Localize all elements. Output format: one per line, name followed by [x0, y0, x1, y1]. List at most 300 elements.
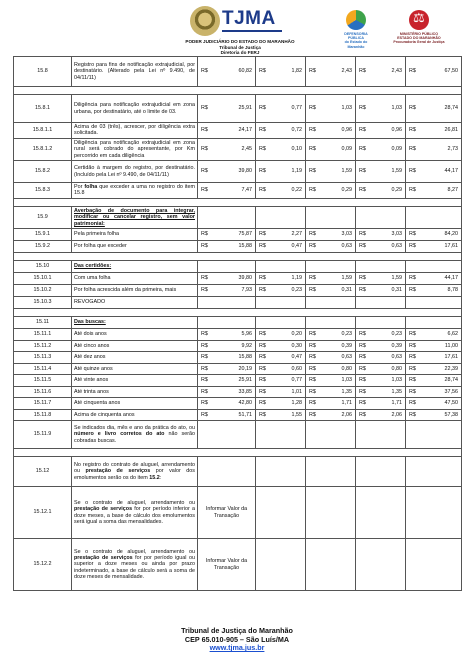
currency-symbol: R$ [409, 287, 416, 294]
item-code: 15.11.7 [14, 398, 72, 410]
fee-value: 44,17 [444, 168, 458, 175]
fee-value: 2,73 [447, 146, 458, 153]
fee-v1 [198, 398, 256, 410]
fee-v2 [256, 273, 306, 285]
currency-symbol: R$ [309, 342, 316, 349]
fee-value: 0,63 [341, 354, 352, 361]
currency-symbol: R$ [409, 105, 416, 112]
table-row [14, 329, 462, 341]
description-text: Até vinte anos [74, 377, 109, 384]
fee-value: 0,20 [291, 331, 302, 338]
currency-symbol: R$ [409, 68, 416, 75]
fee-value: 2,43 [341, 68, 352, 75]
table-row [14, 261, 462, 273]
fee-value: 8,78 [447, 287, 458, 294]
item-description [72, 398, 198, 410]
currency-symbol: R$ [409, 400, 416, 407]
currency-symbol: R$ [359, 388, 366, 395]
description-text: Até quinze anos [74, 365, 113, 372]
fee-v5 [406, 317, 462, 329]
footer-website-link[interactable]: www.tjma.jus.br [209, 643, 265, 653]
transaction-note: Informar Valor da Transação [198, 539, 256, 591]
currency-symbol: R$ [259, 365, 266, 372]
fee-value: 2,06 [341, 411, 352, 418]
fee-value: 0,80 [341, 365, 352, 372]
fee-v1 [198, 261, 256, 273]
item-description [72, 329, 198, 341]
item-description [72, 273, 198, 285]
fee-v2 [256, 329, 306, 341]
fee-value: 0,63 [391, 354, 402, 361]
item-code: 15.10.2 [14, 285, 72, 297]
defensoria-line: do Estado do Maranhão [344, 40, 368, 49]
description-text: Se indicados dia, mês e ano da prática do ato, ou [74, 424, 195, 431]
fee-v3 [306, 409, 356, 421]
fee-value: 2,43 [391, 68, 402, 75]
fee-v2 [256, 229, 306, 241]
item-description [72, 161, 198, 183]
currency-symbol: R$ [309, 287, 316, 294]
fee-value: 3,03 [341, 231, 352, 238]
description-text: que exceder a uma no registro do item 15.8 [74, 184, 196, 197]
item-code: 15.11.9 [14, 421, 72, 449]
mp-line: MINISTÉRIO PÚBLICO [399, 32, 439, 36]
description-text: Por folha que exceder [74, 243, 127, 250]
currency-symbol: R$ [359, 287, 366, 294]
fee-v3 [306, 375, 356, 387]
fee-v1 [198, 421, 256, 449]
logo-underline [222, 30, 282, 32]
fee-v5 [406, 409, 462, 421]
spacer-row [14, 309, 462, 317]
fee-v1 [198, 386, 256, 398]
fee-v1 [198, 409, 256, 421]
description-emphasis: 15.2 [149, 474, 160, 481]
fee-v4 [356, 229, 406, 241]
description-text: Das buscas: [74, 319, 106, 326]
item-description [72, 487, 198, 539]
page-header [0, 4, 474, 54]
item-code: 15.11.1 [14, 329, 72, 341]
fee-v3 [306, 398, 356, 410]
fee-value: 0,23 [391, 331, 402, 338]
fee-value: 0,77 [291, 377, 302, 384]
fee-v4 [356, 421, 406, 449]
description-text: não serão cobradas buscas. [74, 431, 195, 444]
table-row [14, 539, 462, 591]
spacer-row [14, 87, 462, 95]
fee-v3 [306, 229, 356, 241]
currency-symbol: R$ [259, 187, 266, 194]
currency-symbol: R$ [201, 243, 208, 250]
currency-symbol: R$ [359, 331, 366, 338]
item-code: 15.11.3 [14, 352, 72, 364]
currency-symbol: R$ [359, 231, 366, 238]
description-text: : [159, 474, 162, 481]
item-description [72, 229, 198, 241]
fee-value: 1,03 [391, 377, 402, 384]
table-row [14, 229, 462, 241]
currency-symbol: R$ [359, 411, 366, 418]
fee-value: 1,59 [391, 168, 402, 175]
fee-value: 0,96 [341, 127, 352, 134]
fee-v3 [306, 273, 356, 285]
fee-v2 [256, 57, 306, 87]
fee-value: 15,88 [238, 354, 252, 361]
fee-v5 [406, 421, 462, 449]
fee-v4 [356, 57, 406, 87]
fee-value: 7,93 [241, 287, 252, 294]
fee-value: 2,27 [291, 231, 302, 238]
fee-v3 [306, 421, 356, 449]
fee-v5 [406, 352, 462, 364]
item-code: 15.8.2 [14, 161, 72, 183]
fee-v5 [406, 57, 462, 87]
fee-value: 26,81 [444, 127, 458, 134]
fee-v3 [306, 261, 356, 273]
currency-symbol: R$ [309, 231, 316, 238]
item-description [72, 317, 198, 329]
item-description [72, 123, 198, 139]
item-code: 15.10 [14, 261, 72, 273]
fee-v2 [256, 457, 306, 487]
currency-symbol: R$ [201, 354, 208, 361]
currency-symbol: R$ [259, 146, 266, 153]
currency-symbol: R$ [359, 105, 366, 112]
currency-symbol: R$ [201, 168, 208, 175]
fee-value: 0,29 [341, 187, 352, 194]
fee-v5 [406, 261, 462, 273]
empty-cell [256, 487, 306, 539]
fee-v3 [306, 57, 356, 87]
footer-address: CEP 65.010-905 – São Luís/MA [184, 634, 290, 644]
fee-value: 0,96 [391, 127, 402, 134]
fee-v5 [406, 375, 462, 387]
description-text: Acima de cinquenta anos [74, 411, 135, 418]
description-text: Até cinco anos [74, 342, 110, 349]
currency-symbol: R$ [359, 354, 366, 361]
fee-v2 [256, 206, 306, 228]
table-row [14, 273, 462, 285]
item-description [72, 285, 198, 297]
fee-value: 3,03 [391, 231, 402, 238]
fee-value: 0,47 [291, 354, 302, 361]
currency-symbol: R$ [201, 287, 208, 294]
currency-symbol: R$ [409, 342, 416, 349]
description-text: Por [74, 184, 85, 191]
currency-symbol: R$ [201, 377, 208, 384]
fee-value: 42,80 [238, 400, 252, 407]
empty-cell [406, 487, 462, 539]
currency-symbol: R$ [201, 342, 208, 349]
fee-v3 [306, 161, 356, 183]
fee-value: 60,82 [238, 68, 252, 75]
fee-v5 [406, 206, 462, 228]
fee-value: 0,10 [291, 146, 302, 153]
fee-v1 [198, 206, 256, 228]
court-directorate: Diretoria do FERJ [220, 50, 260, 55]
fee-v3 [306, 183, 356, 199]
fee-value: 24,17 [238, 127, 252, 134]
fee-v1 [198, 285, 256, 297]
currency-symbol: R$ [259, 105, 266, 112]
fee-value: 0,80 [391, 365, 402, 372]
item-description [72, 95, 198, 123]
fee-value: 0,60 [291, 365, 302, 372]
currency-symbol: R$ [409, 243, 416, 250]
currency-symbol: R$ [309, 411, 316, 418]
currency-symbol: R$ [359, 342, 366, 349]
fee-value: 39,80 [238, 275, 252, 282]
fee-value: 15,88 [238, 243, 252, 250]
fee-v4 [356, 206, 406, 228]
fee-value: 75,87 [238, 231, 252, 238]
currency-symbol: R$ [309, 377, 316, 384]
court-header-text [140, 39, 340, 56]
fee-v5 [406, 183, 462, 199]
currency-symbol: R$ [201, 365, 208, 372]
description-text: Até cinquenta anos [74, 400, 121, 407]
item-description [72, 352, 198, 364]
table-row [14, 297, 462, 309]
item-description [72, 386, 198, 398]
fee-value: 0,39 [391, 342, 402, 349]
table-row [14, 375, 462, 387]
fee-v3 [306, 285, 356, 297]
mp-line: Procuradoria Geral de Justiça [393, 40, 445, 45]
currency-symbol: R$ [201, 275, 208, 282]
item-description [72, 57, 198, 87]
fee-v5 [406, 123, 462, 139]
fee-value: 0,23 [291, 287, 302, 294]
fee-v1 [198, 340, 256, 352]
currency-symbol: R$ [359, 377, 366, 384]
currency-symbol: R$ [259, 411, 266, 418]
currency-symbol: R$ [201, 68, 208, 75]
currency-symbol: R$ [359, 275, 366, 282]
fee-value: 1,35 [341, 388, 352, 395]
currency-symbol: R$ [409, 354, 416, 361]
description-text: Até trinta anos [74, 388, 109, 395]
fee-v1 [198, 375, 256, 387]
fee-value: 5,96 [241, 331, 252, 338]
empty-cell [256, 539, 306, 591]
fee-v2 [256, 161, 306, 183]
description-text: Até dez anos [74, 354, 106, 361]
fee-v3 [306, 297, 356, 309]
item-code: 15.9 [14, 206, 72, 228]
fee-v3 [306, 138, 356, 160]
fee-v1 [198, 161, 256, 183]
fee-v4 [356, 123, 406, 139]
fee-table [13, 56, 462, 591]
fee-value: 1,01 [291, 388, 302, 395]
empty-cell [306, 487, 356, 539]
currency-symbol: R$ [201, 231, 208, 238]
fee-v3 [306, 329, 356, 341]
item-description [72, 241, 198, 253]
fee-v5 [406, 161, 462, 183]
fee-value: 37,56 [444, 388, 458, 395]
description-text: No registro do contrato de aluguel, arrendamento ou [74, 461, 195, 475]
fee-v4 [356, 317, 406, 329]
fee-v5 [406, 241, 462, 253]
defensoria-icon [346, 10, 366, 30]
fee-value: 1,59 [391, 275, 402, 282]
fee-v3 [306, 340, 356, 352]
description-emphasis: prestação de serviços [74, 554, 133, 561]
currency-symbol: R$ [309, 243, 316, 250]
item-description [72, 261, 198, 273]
fee-v3 [306, 363, 356, 375]
fee-value: 1,71 [341, 400, 352, 407]
table-row [14, 386, 462, 398]
currency-symbol: R$ [359, 146, 366, 153]
description-text: Por folha acrescida além da primeira, mais [74, 287, 177, 294]
fee-v1 [198, 95, 256, 123]
currency-symbol: R$ [259, 231, 266, 238]
fee-v3 [306, 206, 356, 228]
fee-value: 0,63 [391, 243, 402, 250]
fee-value: 25,91 [238, 105, 252, 112]
currency-symbol: R$ [309, 388, 316, 395]
fee-v1 [198, 329, 256, 341]
fee-v1 [198, 297, 256, 309]
court-seal-icon [190, 6, 220, 36]
fee-v2 [256, 183, 306, 199]
table-row [14, 183, 462, 199]
fee-v4 [356, 297, 406, 309]
description-emphasis: prestação de serviços [74, 506, 133, 513]
fee-v5 [406, 457, 462, 487]
currency-symbol: R$ [359, 187, 366, 194]
fee-value: 20,19 [238, 365, 252, 372]
fee-value: 28,74 [444, 377, 458, 384]
item-code: 15.11 [14, 317, 72, 329]
fee-value: 28,74 [444, 105, 458, 112]
currency-symbol: R$ [259, 377, 266, 384]
fee-v4 [356, 285, 406, 297]
fee-v1 [198, 363, 256, 375]
fee-v4 [356, 363, 406, 375]
currency-symbol: R$ [359, 168, 366, 175]
fee-v4 [356, 409, 406, 421]
currency-symbol: R$ [359, 243, 366, 250]
item-code: 15.8.3 [14, 183, 72, 199]
currency-symbol: R$ [409, 127, 416, 134]
table-row [14, 352, 462, 364]
fee-value: 6,62 [447, 331, 458, 338]
fee-v1 [198, 57, 256, 87]
item-description [72, 539, 198, 591]
fee-v2 [256, 421, 306, 449]
currency-symbol: R$ [309, 400, 316, 407]
fee-value: 0,31 [341, 287, 352, 294]
currency-symbol: R$ [201, 105, 208, 112]
currency-symbol: R$ [201, 127, 208, 134]
currency-symbol: R$ [201, 400, 208, 407]
table-row [14, 138, 462, 160]
fee-value: 44,17 [444, 275, 458, 282]
currency-symbol: R$ [259, 243, 266, 250]
description-text: Se o contrato de aluguel, arrendamento ou [74, 548, 195, 555]
currency-symbol: R$ [259, 342, 266, 349]
item-code: 15.8.1.2 [14, 138, 72, 160]
fee-value: 0,63 [341, 243, 352, 250]
fee-value: 0,29 [391, 187, 402, 194]
table-row [14, 161, 462, 183]
item-description [72, 206, 198, 228]
defensoria-line: DEFENSORIA PÚBLICA [344, 32, 368, 41]
fee-value: 0,30 [291, 342, 302, 349]
table-row [14, 206, 462, 228]
empty-cell [356, 539, 406, 591]
table-row [14, 123, 462, 139]
currency-symbol: R$ [259, 400, 266, 407]
currency-symbol: R$ [259, 168, 266, 175]
fee-value: 7,47 [241, 187, 252, 194]
currency-symbol: R$ [409, 168, 416, 175]
table-row [14, 457, 462, 487]
currency-symbol: R$ [409, 331, 416, 338]
fee-value: 9,92 [241, 342, 252, 349]
fee-v5 [406, 285, 462, 297]
court-name: PODER JUDICIÁRIO DO ESTADO DO MARANHÃO [185, 39, 295, 44]
currency-symbol: R$ [409, 187, 416, 194]
item-code: 15.8 [14, 57, 72, 87]
currency-symbol: R$ [409, 231, 416, 238]
item-code: 15.9.2 [14, 241, 72, 253]
item-code: 15.11.5 [14, 375, 72, 387]
fee-value: 1,82 [291, 68, 302, 75]
fee-v2 [256, 352, 306, 364]
fee-v3 [306, 386, 356, 398]
currency-symbol: R$ [309, 127, 316, 134]
empty-cell [356, 487, 406, 539]
fee-value: 0,72 [291, 127, 302, 134]
currency-symbol: R$ [259, 331, 266, 338]
fee-v4 [356, 241, 406, 253]
fee-v2 [256, 386, 306, 398]
fee-value: 2,06 [391, 411, 402, 418]
description-text: Pela primeira folha [74, 231, 119, 238]
item-code: 15.11.8 [14, 409, 72, 421]
fee-v4 [356, 95, 406, 123]
fee-value: 1,19 [291, 168, 302, 175]
fee-v1 [198, 138, 256, 160]
fee-v5 [406, 363, 462, 375]
fee-v2 [256, 297, 306, 309]
fee-value: 1,03 [391, 105, 402, 112]
table-row [14, 340, 462, 352]
fee-v4 [356, 273, 406, 285]
description-emphasis: folha [84, 184, 98, 191]
item-code: 15.12.1 [14, 487, 72, 539]
ministerio-publico-logo [393, 10, 443, 50]
fee-v5 [406, 229, 462, 241]
item-code: 15.12 [14, 457, 72, 487]
fee-value: 84,20 [444, 231, 458, 238]
fee-v1 [198, 123, 256, 139]
fee-v2 [256, 138, 306, 160]
currency-symbol: R$ [309, 105, 316, 112]
fee-v5 [406, 138, 462, 160]
currency-symbol: R$ [309, 275, 316, 282]
description-text: Diligência para notificação extrajudicial em zona rural será cobrado do apresentante, por Km percorrido em cada diligência [74, 139, 195, 159]
description-emphasis: prestação de serviços [85, 468, 151, 475]
item-code: 15.11.2 [14, 340, 72, 352]
currency-symbol: R$ [259, 388, 266, 395]
